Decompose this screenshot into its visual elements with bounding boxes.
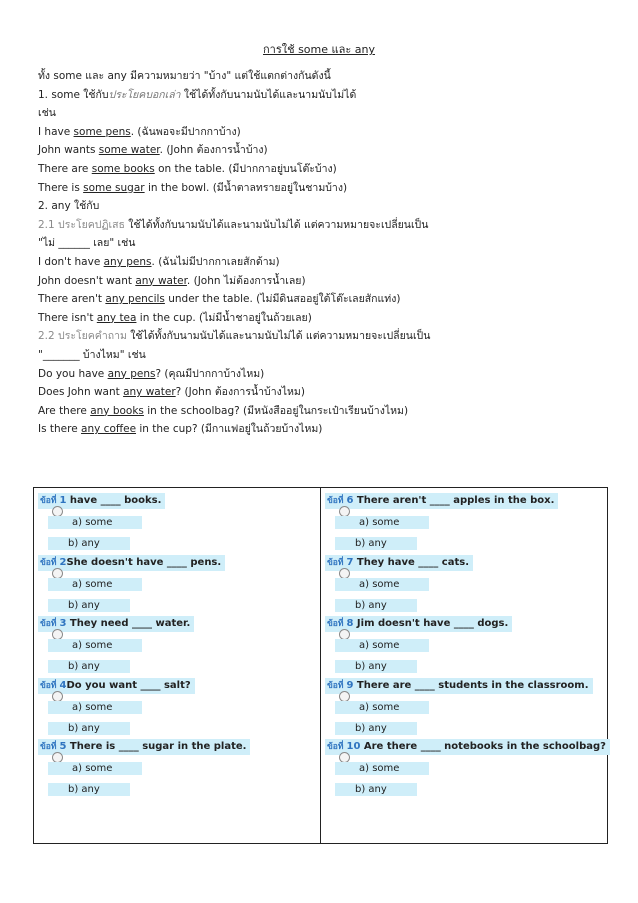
example-pre: I have bbox=[38, 125, 74, 138]
s21-desc: ใช้ได้ทั้งกับนามนับได้และนามนับไม่ได้ แต่ความหมายจะเปลี่ยนเป็น bbox=[124, 218, 429, 231]
option-b[interactable] bbox=[325, 530, 608, 551]
examples-some bbox=[38, 123, 608, 197]
example-keyword: some books bbox=[91, 162, 155, 175]
option-b-row bbox=[335, 660, 417, 673]
option-a-label: a) some bbox=[359, 517, 400, 528]
example-keyword: any water bbox=[123, 386, 176, 399]
question-number bbox=[327, 495, 353, 506]
example-pre: John wants bbox=[38, 144, 99, 157]
option-a-row bbox=[335, 639, 429, 652]
s22-label: 2.2 ประโยคคำถาม bbox=[38, 330, 127, 343]
option-b-label: b) any bbox=[355, 661, 387, 672]
section-2-2-heading bbox=[38, 327, 608, 346]
question-sentence: She doesn't have ____ pens. bbox=[66, 556, 222, 568]
question-number bbox=[327, 680, 353, 691]
option-b[interactable] bbox=[38, 653, 320, 674]
question-text bbox=[325, 678, 593, 694]
option-b-row bbox=[48, 537, 130, 550]
question-sentence: They have ____ cats. bbox=[353, 556, 469, 568]
question-7 bbox=[325, 555, 608, 617]
option-b-label: b) any bbox=[355, 599, 387, 611]
example-sentence bbox=[38, 141, 608, 160]
option-a-label: a) some bbox=[72, 763, 113, 774]
question-text bbox=[325, 739, 610, 755]
option-a-label: a) some bbox=[359, 701, 400, 713]
option-a[interactable] bbox=[325, 571, 608, 592]
option-a-row bbox=[48, 578, 142, 591]
example-pre: Is there bbox=[38, 423, 82, 436]
question-text bbox=[325, 616, 512, 632]
question-index: 9 bbox=[346, 679, 354, 691]
option-b[interactable] bbox=[38, 530, 320, 551]
s1-type: ประโยคบอกเล่า bbox=[108, 88, 181, 101]
option-b-row bbox=[48, 660, 130, 673]
example-keyword: any books bbox=[90, 404, 144, 417]
example-sentence bbox=[38, 402, 608, 421]
question-index: 8 bbox=[346, 618, 354, 629]
section-2-2-meaning: "_______ บ้างไหม" เช่น bbox=[38, 348, 146, 361]
question-number bbox=[40, 557, 66, 568]
example-pre: John doesn't want bbox=[38, 274, 136, 287]
example-sentence bbox=[38, 123, 608, 142]
example-label: เช่น bbox=[38, 107, 56, 120]
question-index: 6 bbox=[346, 495, 354, 506]
section-2-1-heading bbox=[38, 216, 608, 235]
example-post: . (ฉันพอจะมีปากกาบ้าง) bbox=[130, 125, 241, 138]
option-b-label: b) any bbox=[68, 599, 100, 611]
question-sentence: Are there ____ notebooks in the schoolbag? bbox=[360, 741, 606, 752]
option-a-row bbox=[48, 639, 142, 652]
example-pre: I don't have bbox=[38, 255, 104, 268]
example-keyword: any pens bbox=[103, 255, 152, 268]
example-sentence bbox=[38, 365, 608, 384]
question-3 bbox=[38, 616, 320, 678]
option-a[interactable] bbox=[325, 755, 608, 776]
question-prefix: ข้อที่ bbox=[40, 742, 60, 752]
question-prefix: ข้อที่ bbox=[327, 742, 347, 752]
examples-any-negative bbox=[38, 253, 608, 327]
question-prefix: ข้อที่ bbox=[327, 496, 347, 506]
question-index: 1 bbox=[59, 495, 67, 506]
option-a-label: a) some bbox=[72, 517, 113, 528]
option-a[interactable] bbox=[325, 694, 608, 715]
option-b[interactable] bbox=[325, 715, 608, 736]
question-10 bbox=[325, 739, 608, 801]
option-a-row bbox=[48, 762, 142, 775]
question-number bbox=[327, 741, 360, 752]
option-a[interactable] bbox=[38, 509, 320, 530]
option-a[interactable] bbox=[325, 632, 608, 653]
option-b-label: b) any bbox=[355, 784, 387, 795]
example-keyword: any pens bbox=[107, 367, 156, 380]
question-text bbox=[38, 678, 195, 694]
option-b-label: b) any bbox=[68, 661, 100, 672]
question-5 bbox=[38, 739, 320, 801]
option-a[interactable] bbox=[38, 632, 320, 653]
question-sentence: have ____ books. bbox=[66, 495, 162, 506]
question-6 bbox=[325, 493, 608, 555]
option-b-row bbox=[48, 599, 130, 612]
option-a-label: a) some bbox=[359, 640, 400, 651]
question-index: 2 bbox=[59, 556, 67, 568]
example-sentence bbox=[38, 272, 608, 291]
option-a-row bbox=[335, 701, 429, 714]
question-text bbox=[325, 493, 558, 509]
example-keyword: any coffee bbox=[81, 423, 137, 436]
page-title: การใช้ some และ any bbox=[263, 43, 375, 56]
question-sentence: There is ____ sugar in the plate. bbox=[66, 741, 247, 752]
example-post: in the cup? (มีกาแฟอยู่ในถ้วยบ้างไหม) bbox=[136, 423, 323, 436]
s22-desc: ใช้ได้ทั้งกับนามนับได้และนามนับไม่ได้ แต่ความหมายจะเปลี่ยนเป็น bbox=[126, 330, 431, 343]
option-a[interactable] bbox=[38, 755, 320, 776]
question-1 bbox=[38, 493, 320, 555]
option-a-row bbox=[48, 701, 142, 714]
option-b[interactable] bbox=[325, 592, 608, 613]
option-a-row bbox=[335, 762, 429, 775]
question-prefix: ข้อที่ bbox=[40, 557, 60, 568]
example-sentence bbox=[38, 290, 608, 309]
option-b-row bbox=[48, 783, 130, 796]
example-pre: There aren't bbox=[38, 293, 106, 306]
example-post: . (John ไม่ต้องการน้ำเลย) bbox=[186, 274, 306, 287]
question-4 bbox=[38, 678, 320, 740]
option-b-row bbox=[335, 537, 417, 550]
option-a-label: a) some bbox=[72, 578, 113, 590]
question-8 bbox=[325, 616, 608, 678]
quiz-table bbox=[33, 487, 608, 844]
question-prefix: ข้อที่ bbox=[40, 680, 60, 691]
example-keyword: any tea bbox=[96, 311, 137, 324]
example-pre: There is bbox=[38, 181, 84, 194]
example-pre: Do you have bbox=[38, 367, 108, 380]
option-b[interactable] bbox=[325, 776, 608, 797]
option-a-label: a) some bbox=[72, 640, 113, 651]
question-number bbox=[40, 495, 66, 506]
section-2-heading: 2. any ใช้กับ bbox=[38, 200, 100, 213]
example-sentence bbox=[38, 179, 608, 198]
example-pre: Are there bbox=[38, 404, 91, 417]
question-sentence: Jim doesn't have ____ dogs. bbox=[353, 618, 509, 629]
example-post: in the schoolbag? (มีหนังสืออยู่ในกระเป๋าเรียนบ้างไหม) bbox=[143, 404, 409, 417]
examples-any-question bbox=[38, 365, 608, 439]
question-prefix: ข้อที่ bbox=[327, 557, 347, 568]
example-post: on the table. (มีปากกาอยู่บนโต๊ะบ้าง) bbox=[154, 162, 337, 175]
intro-line: ทั้ง some และ any มีความหมายว่า "บ้าง" แต่ใช้แตกต่างกันดังนี้ bbox=[38, 70, 331, 82]
option-a-label: a) some bbox=[359, 578, 400, 590]
option-b-label: b) any bbox=[68, 538, 100, 549]
quiz-column-left bbox=[34, 488, 321, 843]
option-b-label: b) any bbox=[68, 722, 100, 734]
option-b-row bbox=[48, 722, 130, 735]
question-9 bbox=[325, 678, 608, 740]
example-keyword: some pens bbox=[73, 125, 131, 138]
example-post: in the bowl. (มีน้ำตาลทรายอยู่ในชามบ้าง) bbox=[144, 181, 348, 194]
question-index: 3 bbox=[59, 618, 67, 629]
option-b-row bbox=[335, 599, 417, 612]
example-sentence bbox=[38, 383, 608, 402]
question-sentence: There are ____ students in the classroom. bbox=[353, 679, 589, 691]
question-text bbox=[38, 616, 194, 632]
question-text bbox=[38, 739, 250, 755]
s1-label: 1. some ใช้กับ bbox=[38, 88, 109, 101]
question-prefix: ข้อที่ bbox=[327, 680, 347, 691]
example-sentence bbox=[38, 253, 608, 272]
option-a-row bbox=[335, 578, 429, 591]
option-b[interactable] bbox=[38, 715, 320, 736]
option-b-row bbox=[335, 722, 417, 735]
option-b-row bbox=[335, 783, 417, 796]
lesson-body bbox=[38, 67, 608, 439]
question-sentence: They need ____ water. bbox=[66, 618, 191, 629]
example-sentence bbox=[38, 420, 608, 439]
example-pre: Does John want bbox=[38, 386, 124, 399]
example-post: . (ฉันไม่มีปากกาเลยสักด้าม) bbox=[151, 255, 280, 268]
question-index: 10 bbox=[346, 741, 361, 752]
question-number bbox=[40, 680, 66, 691]
example-sentence bbox=[38, 160, 608, 179]
example-post: ? (John ต้องการน้ำบ้างไหม) bbox=[175, 386, 305, 399]
question-prefix: ข้อที่ bbox=[327, 619, 347, 629]
question-index: 4 bbox=[59, 679, 67, 691]
question-prefix: ข้อที่ bbox=[40, 496, 60, 506]
question-index: 7 bbox=[346, 556, 354, 568]
quiz-column-right bbox=[321, 488, 608, 843]
question-number bbox=[327, 557, 353, 568]
example-keyword: some sugar bbox=[83, 181, 145, 194]
option-a-label: a) some bbox=[359, 763, 400, 774]
example-post: under the table. (ไม่มีดินสออยู่ใต้โต๊ะเลยสักแท่ง) bbox=[164, 293, 401, 306]
question-sentence: There aren't ____ apples in the box. bbox=[353, 495, 555, 506]
question-text bbox=[38, 555, 225, 571]
example-sentence bbox=[38, 309, 608, 328]
example-keyword: any water bbox=[135, 274, 187, 287]
s21-label: 2.1 ประโยคปฏิเสธ bbox=[38, 218, 125, 231]
option-b[interactable] bbox=[38, 592, 320, 613]
option-a[interactable] bbox=[38, 571, 320, 592]
example-pre: There are bbox=[38, 162, 92, 175]
option-b-label: b) any bbox=[68, 784, 100, 795]
question-2 bbox=[38, 555, 320, 617]
option-b-label: b) any bbox=[355, 538, 387, 549]
question-number bbox=[40, 618, 66, 629]
example-post: . (John ต้องการน้ำบ้าง) bbox=[159, 144, 268, 157]
s1-desc: ใช้ได้ทั้งกับนามนับได้และนามนับไม่ได้ bbox=[180, 88, 357, 101]
question-prefix: ข้อที่ bbox=[40, 619, 60, 629]
question-index: 5 bbox=[59, 741, 67, 752]
section-2-1-meaning: "ไม่ ______ เลย" เช่น bbox=[38, 237, 136, 250]
example-post: in the cup. (ไม่มีน้ำชาอยู่ในถ้วยเลย) bbox=[136, 311, 312, 324]
option-b-label: b) any bbox=[355, 722, 387, 734]
example-keyword: some water bbox=[98, 144, 160, 157]
option-a[interactable] bbox=[38, 694, 320, 715]
option-a-label: a) some bbox=[72, 701, 113, 713]
section-1-heading bbox=[38, 86, 608, 105]
option-a-row bbox=[335, 516, 429, 529]
question-number bbox=[327, 618, 353, 629]
option-b[interactable] bbox=[38, 776, 320, 797]
example-keyword: any pencils bbox=[105, 293, 165, 306]
option-a-row bbox=[48, 516, 142, 529]
example-post: ? (คุณมีปากกาบ้างไหม) bbox=[155, 367, 265, 380]
example-pre: There isn't bbox=[38, 311, 97, 324]
option-b[interactable] bbox=[325, 653, 608, 674]
question-number bbox=[40, 741, 66, 752]
question-sentence: Do you want ____ salt? bbox=[66, 679, 191, 691]
option-a[interactable] bbox=[325, 509, 608, 530]
